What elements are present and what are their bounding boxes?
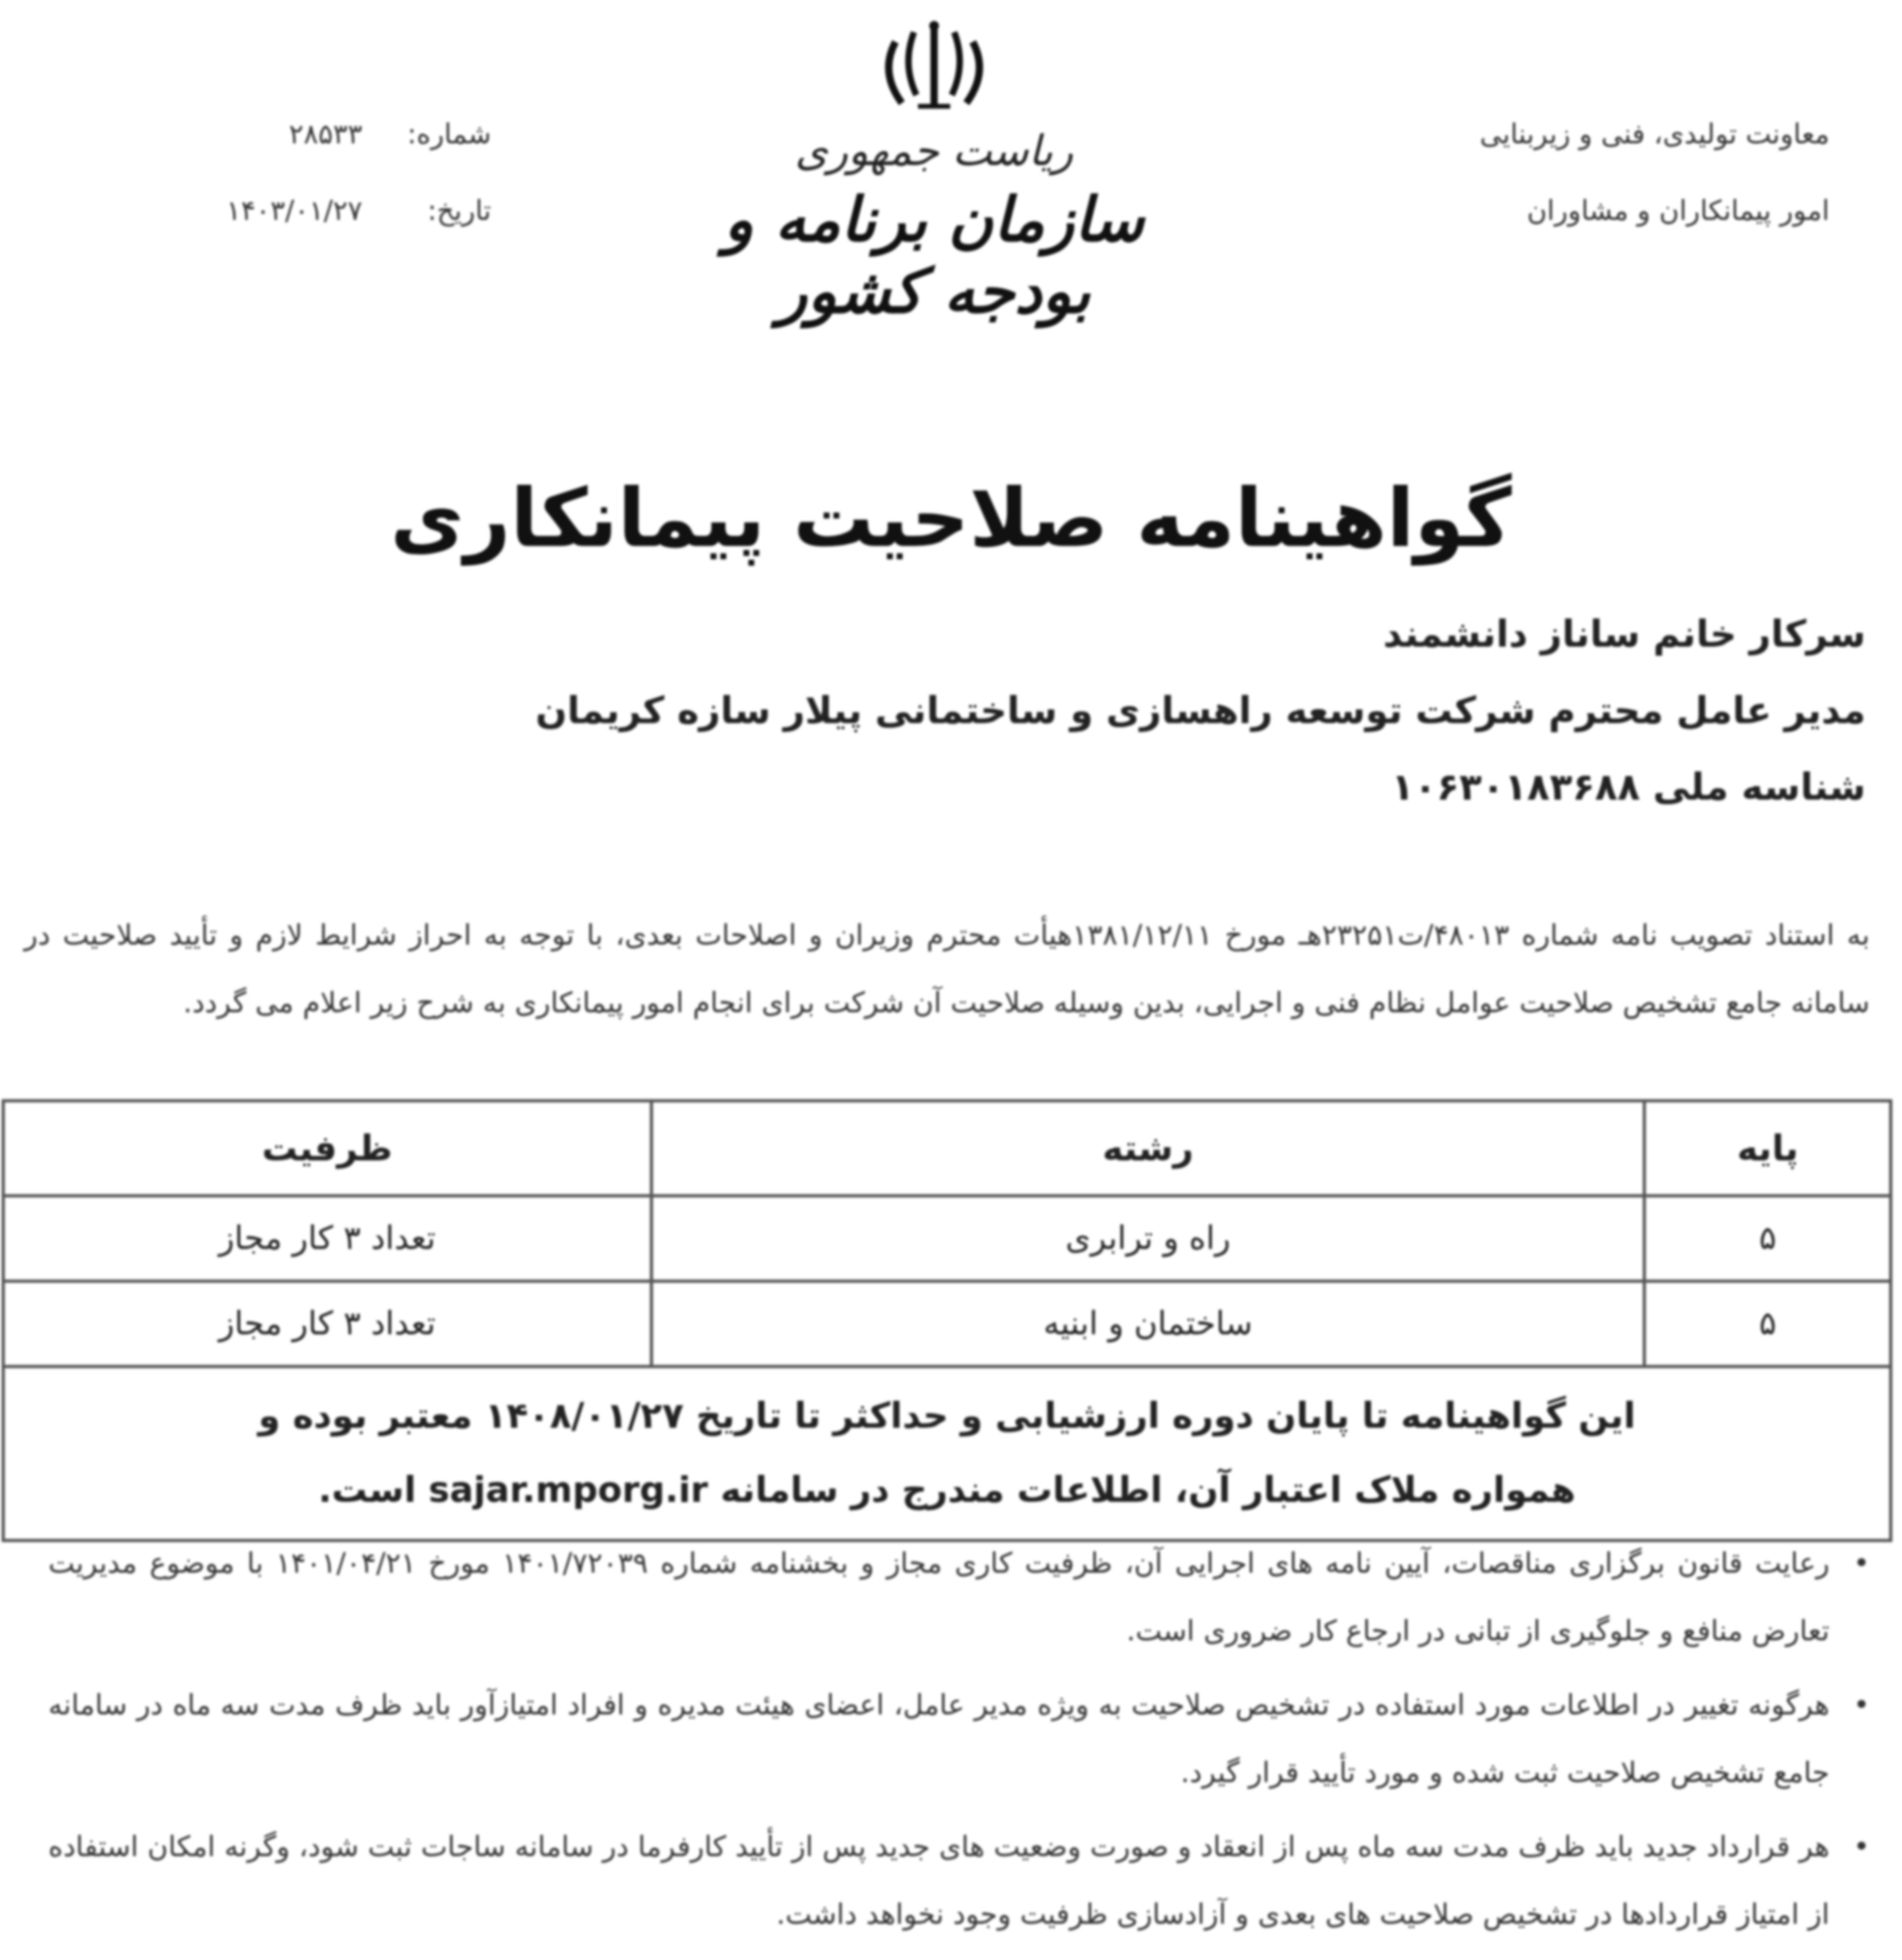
letter-date-row xyxy=(169,173,491,250)
number-label: شماره: xyxy=(407,118,491,151)
header-base: پایه xyxy=(1644,1101,1891,1196)
intro-paragraph: به استناد تصویب نامه شماره ۴۸۰۱۳/ت۲۳۲۵۱هـ مورخ ۱۳۸۱/۱۲/۱۱هیأت محترم وزیران و اصلاحات بعدی، با توجه به احراز شرایط لازم و تأیید صلاحیت در سامانه جامع تشخیص صلاحیت عوامل نظام فنی و اجرایی، بدین وسیله صلاحیت آن شرکت برای انجام امور پیمانکاری به شرح زیر اعلام می گردد. xyxy=(24,920,1870,1019)
table-row xyxy=(3,1196,1891,1281)
cell-base: ۵ xyxy=(1644,1196,1891,1281)
issuing-department xyxy=(1411,97,1830,250)
date-value: ۱۴۰۳/۰۱/۲۷ xyxy=(225,195,362,227)
validity-statement xyxy=(3,1367,1891,1540)
header-capacity: ظرفیت xyxy=(3,1101,651,1196)
validity-line-2 xyxy=(21,1453,1873,1528)
department-line-2: امور پیمانکاران و مشاوران xyxy=(1527,195,1830,227)
letter-meta xyxy=(169,97,491,250)
recipient-name: سرکار خانم ساناز دانشمند xyxy=(1383,612,1866,655)
recipient-position: مدیر عامل محترم شرکت توسعه راهسازی و ساختمانی پیلار سازه کریمان xyxy=(535,688,1866,732)
recipient-block xyxy=(416,596,1866,825)
list-item xyxy=(48,1672,1870,1807)
cell-field: راه و ترابری xyxy=(651,1196,1645,1281)
note-text: هرگونه تغییر در اطلاعات مورد استفاده در تشخیص صلاحیت به ویژه مدیر عامل، اعضای هیئت مدیره و افراد امتیازآور باید ظرف مدت سه ماه در سامانه جامع تشخیص صلاحیت ثبت شده و مورد تأیید قرار گیرد. xyxy=(48,1689,1830,1789)
validity-line-2-post: است. xyxy=(318,1470,416,1511)
letter-number-row xyxy=(169,97,491,173)
system-website: sajar.mporg.ir xyxy=(428,1470,709,1511)
bullet-icon: • xyxy=(1853,1689,1870,1722)
number-value: ۲۸۵۳۳ xyxy=(288,118,362,151)
organization-name: سازمان برنامه و بودجه کشور xyxy=(724,184,1144,327)
letterhead xyxy=(676,16,1192,327)
certificate-title: گواهینامه صلاحیت پیمانکاری xyxy=(390,471,1512,565)
bullet-icon: • xyxy=(1853,1831,1870,1863)
date-label: تاریخ: xyxy=(427,195,491,227)
iran-emblem-icon xyxy=(870,16,999,121)
presidency-label: ریاست جمهوری xyxy=(795,127,1073,176)
note-text: رعایت قانون برگزاری مناقصات، آیین نامه های اجرایی آن، ظرفیت کاری مجاز و بخشنامه شماره ۱۴۰۱/۷۲۰۳۹ مورخ ۱۴۰۱/۰۴/۲۱ با موضوع مدیریت تعارض منافع و جلوگیری از تبانی در ارجاع کار ضروری است. xyxy=(48,1548,1830,1648)
note-text: هر قرارداد جدید باید ظرف مدت سه ماه پس از انعقاد و صورت وضعیت های جدید پس از تأیید کارفرما در سامانه ساجات ثبت شود، وگرنه امکان استفاده از امتیاز قراردادها در تشخیص صلاحیت های بعدی و آزادسازی ظرفیت وجود نخواهد داشت. xyxy=(48,1831,1830,1931)
national-id: شناسه ملی ۱۰۶۳۰۱۸۳۶۸۸ xyxy=(1391,765,1866,808)
department-line-1: معاونت تولیدی، فنی و زیربنایی xyxy=(1479,118,1830,151)
cell-base: ۵ xyxy=(1644,1281,1891,1367)
cell-capacity: تعداد ۳ کار مجاز xyxy=(3,1281,651,1367)
validity-line-1: این گواهینامه تا پایان دوره ارزشیابی و حداکثر تا تاریخ ۱۴۰۸/۰۱/۲۷ معتبر بوده و xyxy=(258,1396,1636,1437)
table-row xyxy=(3,1281,1891,1367)
header-field: رشته xyxy=(651,1101,1645,1196)
cell-field: ساختمان و ابنیه xyxy=(651,1281,1645,1367)
bullet-icon: • xyxy=(1853,1548,1870,1580)
cell-capacity: تعداد ۳ کار مجاز xyxy=(3,1196,651,1281)
validity-row xyxy=(3,1367,1891,1540)
notes-list xyxy=(48,1530,1870,1955)
list-item xyxy=(48,1813,1870,1949)
list-item xyxy=(48,1530,1870,1665)
validity-line-2-pre: همواره ملاک اعتبار آن، اطلاعات مندرج در سامانه xyxy=(720,1470,1576,1511)
table-header-row xyxy=(3,1101,1891,1196)
qualification-table xyxy=(2,1099,1892,1542)
